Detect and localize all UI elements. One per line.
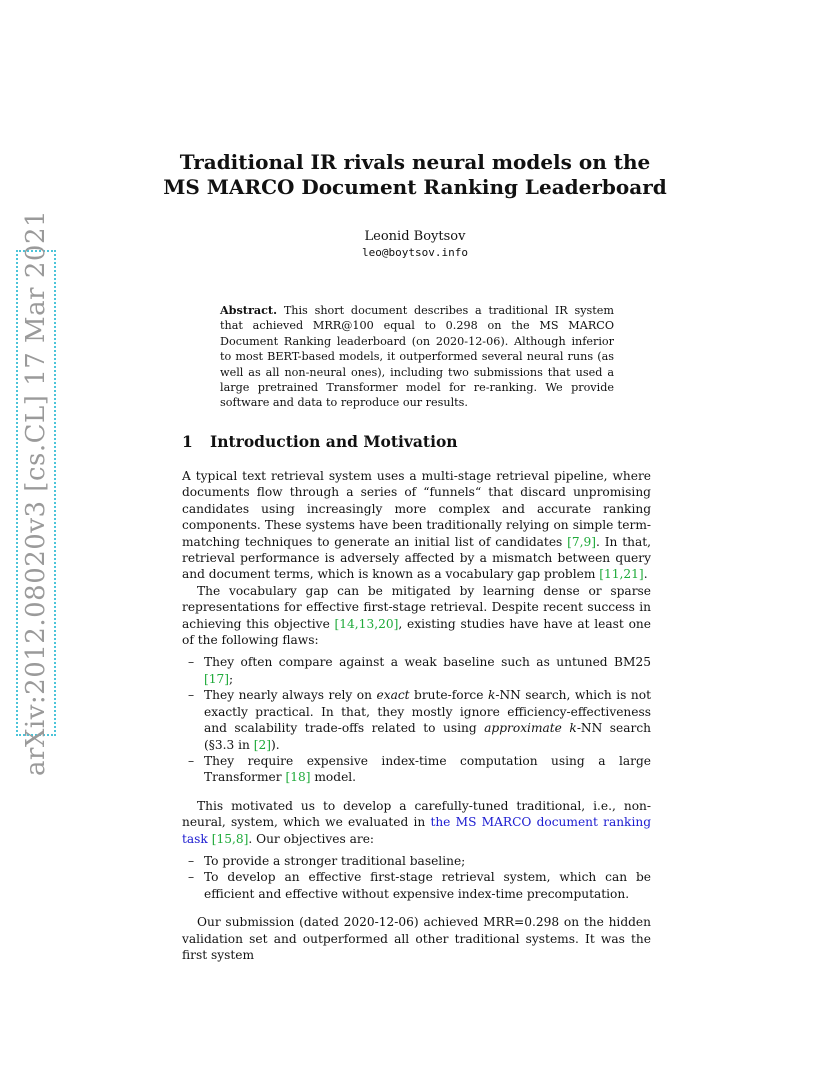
section-number: 1 (182, 432, 193, 451)
paragraph-1: A typical text retrieval system uses a multi-stage retrieval pipeline, where documents flow through a series of “funnels“ that discard unpromising candidates using increasingly more complex and accurate ranking components. These systems have been traditionally relying on simple term-matching techniques to generate an initial list of candidates [7,9]. In that, retrieval performance is adversely affected by a mismatch between query and document terms, which is known as a vocabulary gap problem [11,21]. (182, 469, 651, 582)
title-line-1: Traditional IR rivals neural models on the (179, 150, 651, 174)
citation-link[interactable]: [2] (253, 737, 271, 752)
list-item: – They often compare against a weak baseline such as untuned BM25 [17]; (188, 655, 651, 686)
section-heading (182, 432, 458, 451)
author-email: leo@boytsov.info (362, 246, 468, 259)
body-text (182, 468, 651, 963)
flaws-list (182, 654, 651, 785)
list-item: – To develop an effective first-stage retrieval system, which can be efficient and effective without expensive index-time precomputation. (188, 870, 651, 901)
list-item: – To provide a stronger traditional baseline; (188, 853, 466, 868)
abstract (220, 303, 614, 411)
list-item: – They require expensive index-time computation using a large Transformer [18] model. (188, 753, 651, 785)
list-item: – They nearly always rely on exact brute-force k-NN search, which is not exactly practical. In that, they mostly ignore efficiency-effectiveness and scalability trade-offs related to using approximate k-NN search (§3.3 in [2]). (188, 688, 652, 752)
citation-link[interactable]: [7,9] (567, 534, 597, 549)
citation-link[interactable]: [15,8] (211, 831, 249, 846)
paragraph-3: This motivated us to develop a carefully-tuned traditional, i.e., non-neural, system, which we evaluated in the MS MARCO document ranking task [15,8]. Our objectives are: (182, 798, 651, 846)
paragraph-4: Our submission (dated 2020-12-06) achieved MRR=0.298 on the hidden validation set and outperformed all other traditional systems. It was the first system (182, 915, 651, 962)
ms-marco-task-link[interactable]: the MS MARCO document ranking task (182, 815, 651, 846)
author-name: Leonid Boytsov (364, 229, 466, 244)
citation-link[interactable]: [17] (204, 671, 230, 686)
section-title: Introduction and Motivation (210, 432, 458, 451)
citation-link[interactable]: [18] (285, 770, 311, 785)
citation-link[interactable]: [14,13,20] (334, 616, 399, 631)
paragraph-2: The vocabulary gap can be mitigated by learning dense or sparse representations for effective first-stage retrieval. Despite recent success in achieving this objective [14,13,20], existing studies have have at least one of the following flaws: (182, 583, 651, 648)
abstract-label: Abstract. (220, 303, 277, 317)
citation-link[interactable]: [11,21] (599, 567, 644, 582)
arxiv-identifier-stamp (16, 209, 56, 777)
objectives-list (182, 853, 651, 902)
arxiv-identifier-text: arXiv:2012.08020v3 [cs.CL] 17 Mar 2021 (21, 209, 51, 777)
title-line-2: MS MARCO Document Ranking Leaderboard (163, 175, 667, 199)
paper-title (150, 150, 680, 200)
abstract-text: This short document describes a traditional IR system that achieved MRR@100 equal to 0.298 on the MS MARCO Document Ranking leaderboard (on 2020-12-06). Although inferior to most BERT-based models, it outperformed several neural runs (as well as all non-neural ones), including two submissions that used a large pretrained Transformer model for re-ranking. We provide software and data to reproduce our results. (220, 304, 615, 410)
